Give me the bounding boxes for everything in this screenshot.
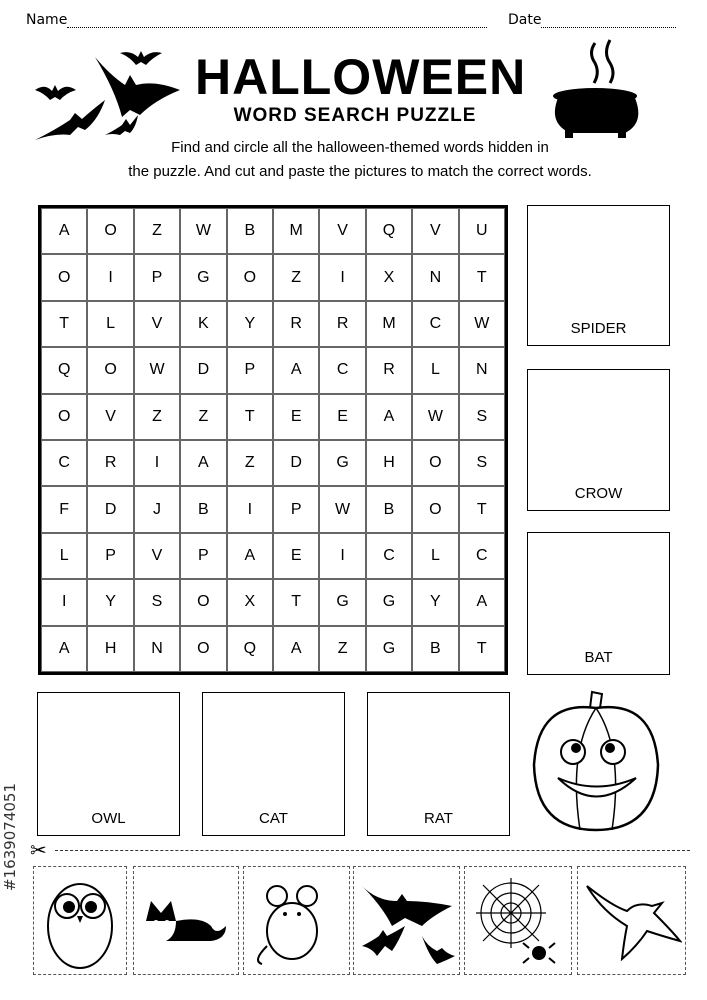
grid-cell[interactable]: T bbox=[459, 486, 505, 532]
grid-cell[interactable]: G bbox=[319, 440, 365, 486]
grid-cell[interactable]: T bbox=[41, 301, 87, 347]
owl-icon bbox=[40, 871, 120, 971]
grid-cell[interactable]: G bbox=[366, 626, 412, 672]
grid-cell[interactable]: O bbox=[87, 208, 133, 254]
grid-cell[interactable]: V bbox=[134, 533, 180, 579]
grid-cell[interactable]: L bbox=[87, 301, 133, 347]
grid-cell[interactable]: S bbox=[134, 579, 180, 625]
word-box-cat[interactable] bbox=[202, 692, 345, 836]
grid-cell[interactable]: B bbox=[412, 626, 458, 672]
grid-cell[interactable]: A bbox=[41, 626, 87, 672]
grid-cell[interactable]: L bbox=[412, 533, 458, 579]
grid-cell[interactable]: W bbox=[459, 301, 505, 347]
grid-cell[interactable]: N bbox=[459, 347, 505, 393]
grid-cell[interactable]: S bbox=[459, 440, 505, 486]
grid-cell[interactable]: G bbox=[366, 579, 412, 625]
grid-cell[interactable]: O bbox=[412, 486, 458, 532]
bats-icon bbox=[30, 45, 190, 145]
grid-cell[interactable]: B bbox=[227, 208, 273, 254]
instructions-line: the puzzle. And cut and paste the pictures to match the correct words. bbox=[128, 163, 592, 180]
grid-cell[interactable]: C bbox=[366, 533, 412, 579]
grid-cell[interactable]: M bbox=[366, 301, 412, 347]
grid-cell[interactable]: A bbox=[366, 394, 412, 440]
grid-cell[interactable]: O bbox=[180, 626, 226, 672]
grid-cell[interactable]: O bbox=[180, 579, 226, 625]
grid-cell[interactable]: P bbox=[87, 533, 133, 579]
grid-cell[interactable]: T bbox=[459, 626, 505, 672]
grid-cell[interactable]: T bbox=[459, 254, 505, 300]
grid-cell[interactable]: I bbox=[134, 440, 180, 486]
cutout-rat[interactable] bbox=[243, 866, 350, 975]
date-field[interactable] bbox=[508, 12, 676, 28]
grid-cell[interactable]: Q bbox=[227, 626, 273, 672]
grid-cell[interactable]: V bbox=[412, 208, 458, 254]
cutout-cat[interactable] bbox=[133, 866, 239, 975]
grid-cell[interactable]: R bbox=[273, 301, 319, 347]
grid-cell[interactable]: A bbox=[273, 347, 319, 393]
grid-cell[interactable]: R bbox=[366, 347, 412, 393]
grid-cell[interactable]: P bbox=[273, 486, 319, 532]
grid-cell[interactable]: W bbox=[412, 394, 458, 440]
cutout-bat[interactable] bbox=[353, 866, 460, 975]
cat-icon bbox=[141, 891, 231, 951]
grid-cell[interactable]: W bbox=[319, 486, 365, 532]
grid-cell[interactable]: V bbox=[319, 208, 365, 254]
cutout-crow[interactable] bbox=[577, 866, 686, 975]
word-label: SPIDER bbox=[570, 320, 627, 337]
cauldron-icon bbox=[550, 38, 650, 140]
grid-cell[interactable]: B bbox=[366, 486, 412, 532]
word-search-grid bbox=[38, 205, 508, 675]
rat-icon bbox=[252, 876, 342, 966]
name-label: Name bbox=[26, 12, 68, 28]
grid-cell[interactable]: M bbox=[273, 208, 319, 254]
grid-cell[interactable]: Q bbox=[41, 347, 87, 393]
grid-cell[interactable]: E bbox=[273, 394, 319, 440]
grid-cell[interactable]: Y bbox=[87, 579, 133, 625]
grid-cell[interactable]: O bbox=[41, 254, 87, 300]
grid-cell[interactable]: C bbox=[459, 533, 505, 579]
grid-cell[interactable]: E bbox=[273, 533, 319, 579]
grid-cell[interactable]: O bbox=[87, 347, 133, 393]
grid-cell[interactable]: P bbox=[227, 347, 273, 393]
grid-cell[interactable]: G bbox=[319, 579, 365, 625]
cut-line bbox=[55, 850, 690, 851]
grid-cell[interactable]: Z bbox=[134, 208, 180, 254]
grid-cell[interactable]: O bbox=[227, 254, 273, 300]
word-label: BAT bbox=[584, 649, 613, 666]
grid-cell[interactable]: A bbox=[227, 533, 273, 579]
grid-cell[interactable]: N bbox=[134, 626, 180, 672]
grid-cell[interactable]: A bbox=[180, 440, 226, 486]
grid-cell[interactable]: R bbox=[319, 301, 365, 347]
grid-cell[interactable]: P bbox=[134, 254, 180, 300]
grid-cell[interactable]: I bbox=[319, 254, 365, 300]
bat-icon bbox=[357, 876, 457, 966]
grid-cell[interactable]: I bbox=[87, 254, 133, 300]
date-label: Date bbox=[508, 12, 542, 28]
grid-cell[interactable]: C bbox=[412, 301, 458, 347]
grid-cell[interactable]: O bbox=[41, 394, 87, 440]
word-label: RAT bbox=[424, 810, 453, 827]
grid-cell[interactable]: B bbox=[180, 486, 226, 532]
page-title: HALLOWEEN bbox=[195, 49, 527, 105]
grid-cell[interactable]: T bbox=[273, 579, 319, 625]
grid-cell[interactable]: Y bbox=[412, 579, 458, 625]
instructions bbox=[40, 136, 680, 184]
scissors-icon: ✂ bbox=[30, 838, 47, 862]
instructions-line: Find and circle all the halloween-themed words hidden in bbox=[171, 139, 549, 156]
grid-cell[interactable]: U bbox=[459, 208, 505, 254]
grid-cell[interactable]: L bbox=[412, 347, 458, 393]
word-box-bat[interactable] bbox=[527, 532, 670, 675]
grid-cell[interactable]: E bbox=[319, 394, 365, 440]
grid-cell[interactable]: C bbox=[41, 440, 87, 486]
grid-cell[interactable]: H bbox=[87, 626, 133, 672]
grid-cell[interactable]: V bbox=[134, 301, 180, 347]
grid-cell[interactable]: Z bbox=[180, 394, 226, 440]
grid-cell[interactable]: D bbox=[87, 486, 133, 532]
word-box-spider[interactable] bbox=[527, 205, 670, 346]
grid-cell[interactable]: R bbox=[87, 440, 133, 486]
grid-cell[interactable]: V bbox=[87, 394, 133, 440]
name-field[interactable] bbox=[26, 12, 487, 28]
word-label: CROW bbox=[574, 485, 623, 502]
pumpkin-icon bbox=[528, 690, 663, 835]
grid-cell[interactable]: D bbox=[180, 347, 226, 393]
grid-cell[interactable]: Z bbox=[134, 394, 180, 440]
grid-cell[interactable]: F bbox=[41, 486, 87, 532]
grid-cell[interactable]: O bbox=[412, 440, 458, 486]
grid-cell[interactable]: K bbox=[180, 301, 226, 347]
word-box-owl[interactable] bbox=[37, 692, 180, 836]
grid-cell[interactable]: Q bbox=[366, 208, 412, 254]
grid-cell[interactable]: J bbox=[134, 486, 180, 532]
grid-cell[interactable]: T bbox=[227, 394, 273, 440]
grid-cell[interactable]: A bbox=[459, 579, 505, 625]
grid-cell[interactable]: X bbox=[227, 579, 273, 625]
cutout-owl[interactable] bbox=[33, 866, 127, 975]
grid-cell[interactable]: D bbox=[273, 440, 319, 486]
grid-cell[interactable]: G bbox=[180, 254, 226, 300]
crow-icon bbox=[582, 881, 682, 961]
grid-cell[interactable]: A bbox=[273, 626, 319, 672]
grid-cell[interactable]: W bbox=[134, 347, 180, 393]
grid-cell[interactable]: S bbox=[459, 394, 505, 440]
cutout-spider[interactable] bbox=[464, 866, 572, 975]
grid-cell[interactable]: H bbox=[366, 440, 412, 486]
word-box-rat[interactable] bbox=[367, 692, 510, 836]
word-label: OWL bbox=[91, 810, 126, 827]
word-box-crow[interactable] bbox=[527, 369, 670, 511]
spider-icon bbox=[471, 873, 566, 968]
grid-cell[interactable]: Z bbox=[273, 254, 319, 300]
grid-cell[interactable]: L bbox=[41, 533, 87, 579]
grid-cell[interactable]: I bbox=[41, 579, 87, 625]
stock-id: #1639074051 bbox=[1, 783, 19, 892]
grid-cell[interactable]: A bbox=[41, 208, 87, 254]
page-subtitle: WORD SEARCH PUZZLE bbox=[233, 105, 477, 126]
grid-cell[interactable]: I bbox=[319, 533, 365, 579]
grid-cell[interactable]: Z bbox=[227, 440, 273, 486]
grid-cell[interactable]: W bbox=[180, 208, 226, 254]
grid-cell[interactable]: N bbox=[412, 254, 458, 300]
grid-cell[interactable]: C bbox=[319, 347, 365, 393]
grid-cell[interactable]: Z bbox=[319, 626, 365, 672]
word-label: CAT bbox=[259, 810, 288, 827]
grid-cell[interactable]: P bbox=[180, 533, 226, 579]
grid-cell[interactable]: X bbox=[366, 254, 412, 300]
grid-cell[interactable]: Y bbox=[227, 301, 273, 347]
grid-cell[interactable]: I bbox=[227, 486, 273, 532]
